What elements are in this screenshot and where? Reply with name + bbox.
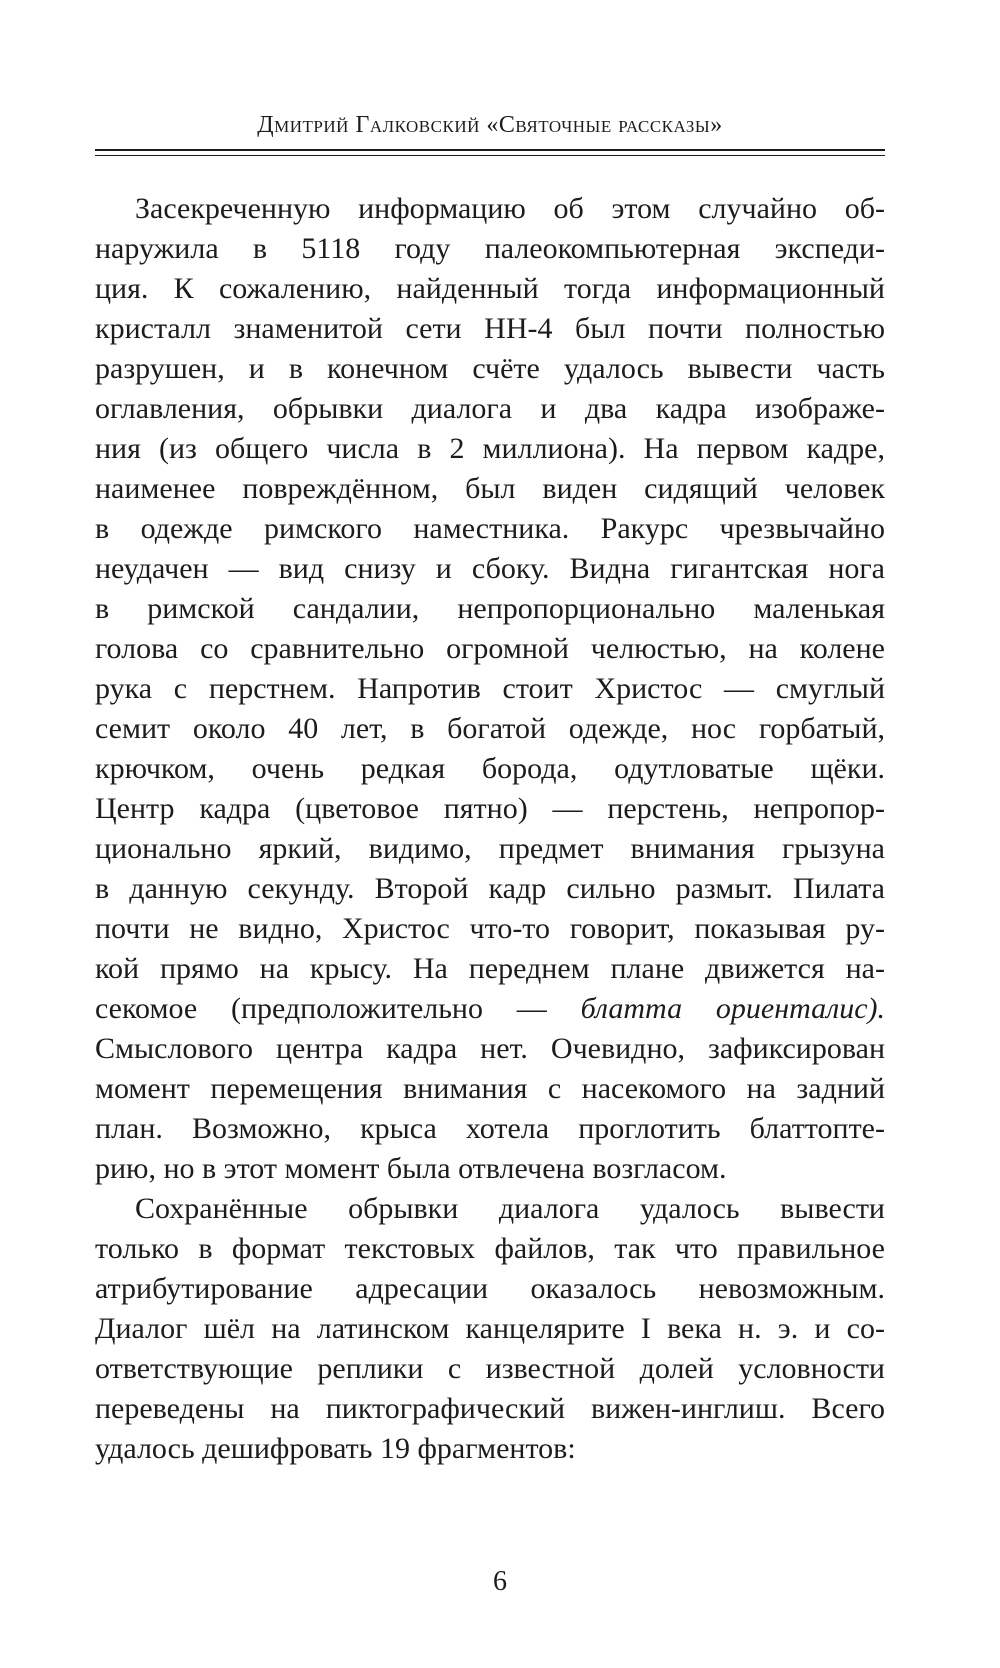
header-rule-thick <box>95 149 885 151</box>
text-line: разрушен, и в конечном счёте удалось вывести часть <box>95 352 885 385</box>
text-line: в данную секунду. Второй кадр сильно размыт. Пилата <box>95 872 885 905</box>
text-line: только в формат текстовых файлов, так что правильное <box>95 1232 885 1265</box>
text-line: атрибутирование адресации оказалось невозможным. <box>95 1272 885 1305</box>
header-rule-thin <box>95 155 885 156</box>
text-line: в одежде римского наместника. Ракурс чрезвычайно <box>95 512 885 545</box>
running-head: Дмитрий Галковский «Святочные рассказы» <box>257 112 723 138</box>
text-line: удалось дешифровать 19 фрагментов: <box>95 1432 576 1465</box>
text-line: почти не видно, Христос что-то говорит, показывая ру- <box>95 912 885 945</box>
text-line: ционально яркий, видимо, предмет внимания грызуна <box>95 832 885 865</box>
text-line: переведены на пиктографический вижен-инглиш. Всего <box>95 1392 885 1425</box>
text-line: неудачен — вид снизу и сбоку. Видна гигантская нога <box>95 552 885 585</box>
text-line: Смыслового центра кадра нет. Очевидно, зафиксирован <box>95 1032 885 1065</box>
text-line: план. Возможно, крыса хотела проглотить блаттопте- <box>95 1112 885 1145</box>
text-line: Сохранённые обрывки диалога удалось вывести <box>135 1192 885 1225</box>
italic-term: блатта ориенталис). <box>580 992 885 1025</box>
text-line: Центр кадра (цветовое пятно) — перстень, непропор- <box>95 792 885 825</box>
page-number: 6 <box>493 1566 507 1597</box>
text-line: кристалл знаменитой сети НН-4 был почти полностью <box>95 312 885 345</box>
text-line: в римской сандалии, непропорционально маленькая <box>95 592 885 625</box>
text-line: рука с перстнем. Напротив стоит Христос — смуглый <box>95 672 885 705</box>
text-line: Засекреченную информацию об этом случайно об- <box>135 192 885 225</box>
text-line: кой прямо на крысу. На переднем плане движется на- <box>95 952 885 985</box>
text-line-with-italic <box>95 989 885 1029</box>
text-line: крючком, очень редкая борода, одутловатые щёки. <box>95 752 885 785</box>
text-line: рию, но в этот момент была отвлечена возгласом. <box>95 1152 727 1185</box>
text-line: семит около 40 лет, в богатой одежде, нос горбатый, <box>95 712 885 745</box>
body-text <box>95 189 885 1469</box>
text-line: ция. К сожалению, найденный тогда информационный <box>95 272 885 305</box>
text-line: наружила в 5118 году палеокомпьютерная экспеди- <box>95 232 885 265</box>
text-line: ответствующие реплики с известной долей условности <box>95 1352 885 1385</box>
text-line: наименее повреждённом, был виден сидящий человек <box>95 472 885 505</box>
text-line: момент перемещения внимания с насекомого на задний <box>95 1072 885 1105</box>
text-line: голова со сравнительно огромной челюстью, на колене <box>95 632 885 665</box>
text-line: ния (из общего числа в 2 миллиона). На первом кадре, <box>95 432 885 465</box>
text-line: Диалог шёл на латинском канцелярите I века н. э. и со- <box>95 1312 885 1345</box>
text-line: оглавления, обрывки диалога и два кадра изображе- <box>95 392 885 425</box>
text-span: секомое (предположительно — <box>95 992 581 1025</box>
